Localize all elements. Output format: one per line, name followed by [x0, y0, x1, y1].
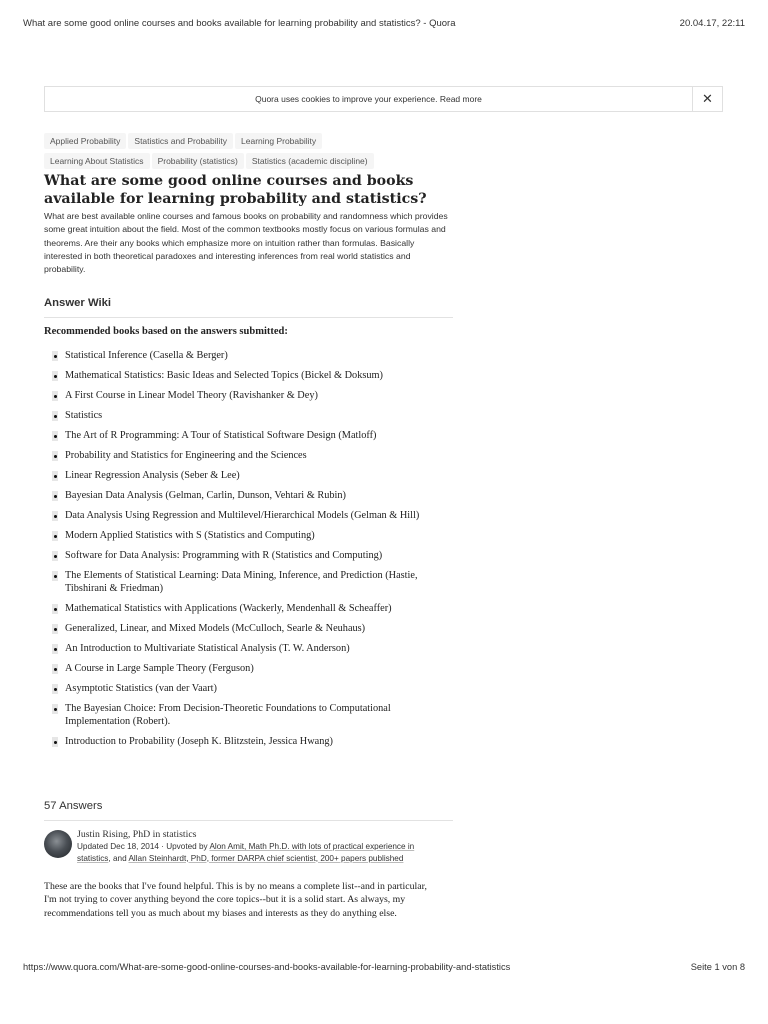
- list-item: [52, 449, 440, 462]
- book-title: Statistics: [65, 410, 103, 421]
- topic-tag-statistics-and-probability[interactable]: Statistics and Probability: [128, 133, 233, 149]
- list-item: [52, 389, 440, 402]
- upvoter-link[interactable]: Alon Amit, Math Ph.D. with lots of practical experience in statistics: [77, 842, 415, 863]
- answer-wiki-subheading: Recommended books based on the answers submitted:: [44, 326, 288, 337]
- bullet-icon: [52, 411, 58, 421]
- bullet-icon: [52, 511, 58, 521]
- topic-tag-learning-probability[interactable]: Learning Probability: [235, 133, 322, 149]
- book-title: Statistical Inference (Casella & Berger): [65, 350, 228, 361]
- topic-row: [44, 151, 464, 171]
- bullet-icon: [52, 684, 58, 694]
- question-details: What are best available online courses and famous books on probability and randomness which provides some great intuition about the field. Most of the common textbooks mostly focus on various formulas and theorems. Are their any books which emphasize more on intuition rather than formulas. Basically interested in both theoretical paradoxes and interesting inferences from real world statistics and probability.: [44, 211, 448, 275]
- bullet-icon: [52, 551, 58, 561]
- divider: [44, 317, 453, 318]
- answer-wiki-heading[interactable]: Answer Wiki: [44, 297, 112, 309]
- print-header: [23, 18, 745, 32]
- list-item: [52, 349, 440, 362]
- answer-meta-and: , and: [108, 853, 129, 863]
- list-item: [52, 735, 440, 748]
- divider: [44, 820, 453, 821]
- bullet-icon: [52, 431, 58, 441]
- book-list: [52, 349, 440, 755]
- close-icon[interactable]: ✕: [692, 87, 722, 111]
- book-title: Probability and Statistics for Engineering and the Sciences: [65, 450, 307, 461]
- book-title: A Course in Large Sample Theory (Ferguson): [65, 663, 254, 674]
- list-item: [52, 642, 440, 655]
- answers-count-heading: 57 Answers: [44, 800, 103, 812]
- book-title: Software for Data Analysis: Programming with R (Statistics and Computing): [65, 550, 383, 561]
- book-title: The Art of R Programming: A Tour of Statistical Software Design (Matloff): [65, 430, 377, 441]
- answer-text: These are the books that I've found helpful. This is by no means a complete list--and in particular, I'm not trying to cover anything beyond the core topics--but it is a solid start. As always, my recommendations tell you as much about my biases and interests as they do anything else.: [44, 881, 427, 919]
- list-item: [52, 602, 440, 615]
- bullet-icon: [52, 491, 58, 501]
- bullet-icon: [52, 371, 58, 381]
- book-title: The Elements of Statistical Learning: Data Mining, Inference, and Prediction (Hastie, Tibshirani & Friedman): [65, 570, 418, 594]
- list-item: [52, 662, 440, 675]
- upvoter-link[interactable]: Allan Steinhardt, PhD, former DARPA chief scientist, 200+ papers published: [128, 853, 404, 863]
- author-name[interactable]: Justin Rising, PhD in statistics: [77, 829, 197, 840]
- list-item: [52, 469, 440, 482]
- print-footer-url: https://www.quora.com/What-are-some-good-online-courses-and-books-available-for-learning-probability-and-statistics: [23, 962, 511, 972]
- book-title: Asymptotic Statistics (van der Vaart): [65, 683, 217, 694]
- bullet-icon: [52, 664, 58, 674]
- topic-row: [44, 131, 464, 151]
- book-title: Modern Applied Statistics with S (Statistics and Computing): [65, 530, 315, 541]
- bullet-icon: [52, 604, 58, 614]
- cookie-notice: [44, 86, 723, 112]
- topic-tag-probability-statistics[interactable]: Probability (statistics): [152, 153, 244, 169]
- list-item: [52, 509, 440, 522]
- book-title: An Introduction to Multivariate Statistical Analysis (T. W. Anderson): [65, 643, 350, 654]
- list-item: [52, 529, 440, 542]
- list-item: [52, 702, 440, 728]
- bullet-icon: [52, 391, 58, 401]
- bullet-icon: [52, 704, 58, 714]
- list-item: [52, 429, 440, 442]
- list-item: [52, 622, 440, 635]
- bullet-icon: [52, 471, 58, 481]
- list-item: [52, 409, 440, 422]
- bullet-icon: [52, 624, 58, 634]
- topic-tag-applied-probability[interactable]: Applied Probability: [44, 133, 126, 149]
- book-title: Bayesian Data Analysis (Gelman, Carlin, Dunson, Vehtari & Rubin): [65, 490, 346, 501]
- book-title: A First Course in Linear Model Theory (Ravishanker & Dey): [65, 390, 318, 401]
- list-item: [52, 549, 440, 562]
- answer-meta: [77, 841, 427, 864]
- book-title: The Bayesian Choice: From Decision-Theoretic Foundations to Computational Implementation (Robert).: [65, 703, 391, 727]
- bullet-icon: [52, 571, 58, 581]
- book-title: Mathematical Statistics with Applications (Wackerly, Mendenhall & Scheaffer): [65, 603, 392, 614]
- list-item: [52, 369, 440, 382]
- avatar[interactable]: [44, 830, 72, 858]
- bullet-icon: [52, 644, 58, 654]
- topic-tag-statistics-academic-discipline[interactable]: Statistics (academic discipline): [246, 153, 374, 169]
- book-title: Data Analysis Using Regression and Multilevel/Hierarchical Models (Gelman & Hill): [65, 510, 420, 521]
- answer-author-block: [77, 829, 427, 864]
- book-title: Mathematical Statistics: Basic Ideas and Selected Topics (Bickel & Doksum): [65, 370, 383, 381]
- book-title: Introduction to Probability (Joseph K. Blitzstein, Jessica Hwang): [65, 736, 333, 747]
- print-header-datetime: 20.04.17, 22:11: [679, 18, 745, 29]
- list-item: [52, 569, 440, 595]
- bullet-icon: [52, 351, 58, 361]
- question-title: What are some good online courses and books available for learning probability and statistics?: [44, 173, 427, 207]
- list-item: [52, 682, 440, 695]
- bullet-icon: [52, 737, 58, 747]
- answer-meta-prefix: Updated Dec 18, 2014 · Upvoted by: [77, 842, 210, 851]
- book-title: Linear Regression Analysis (Seber & Lee): [65, 470, 240, 481]
- list-item: [52, 489, 440, 502]
- topic-tag-learning-about-statistics[interactable]: Learning About Statistics: [44, 153, 150, 169]
- book-title: Generalized, Linear, and Mixed Models (McCulloch, Searle & Neuhaus): [65, 623, 366, 634]
- bullet-icon: [52, 531, 58, 541]
- bullet-icon: [52, 451, 58, 461]
- topic-list: [44, 131, 464, 171]
- cookie-notice-text[interactable]: Quora uses cookies to improve your experience. Read more: [255, 94, 482, 104]
- print-footer: [23, 962, 745, 976]
- print-footer-page: Seite 1 von 8: [690, 962, 745, 972]
- print-header-title: What are some good online courses and books available for learning probability and statistics? - Quora: [23, 18, 456, 29]
